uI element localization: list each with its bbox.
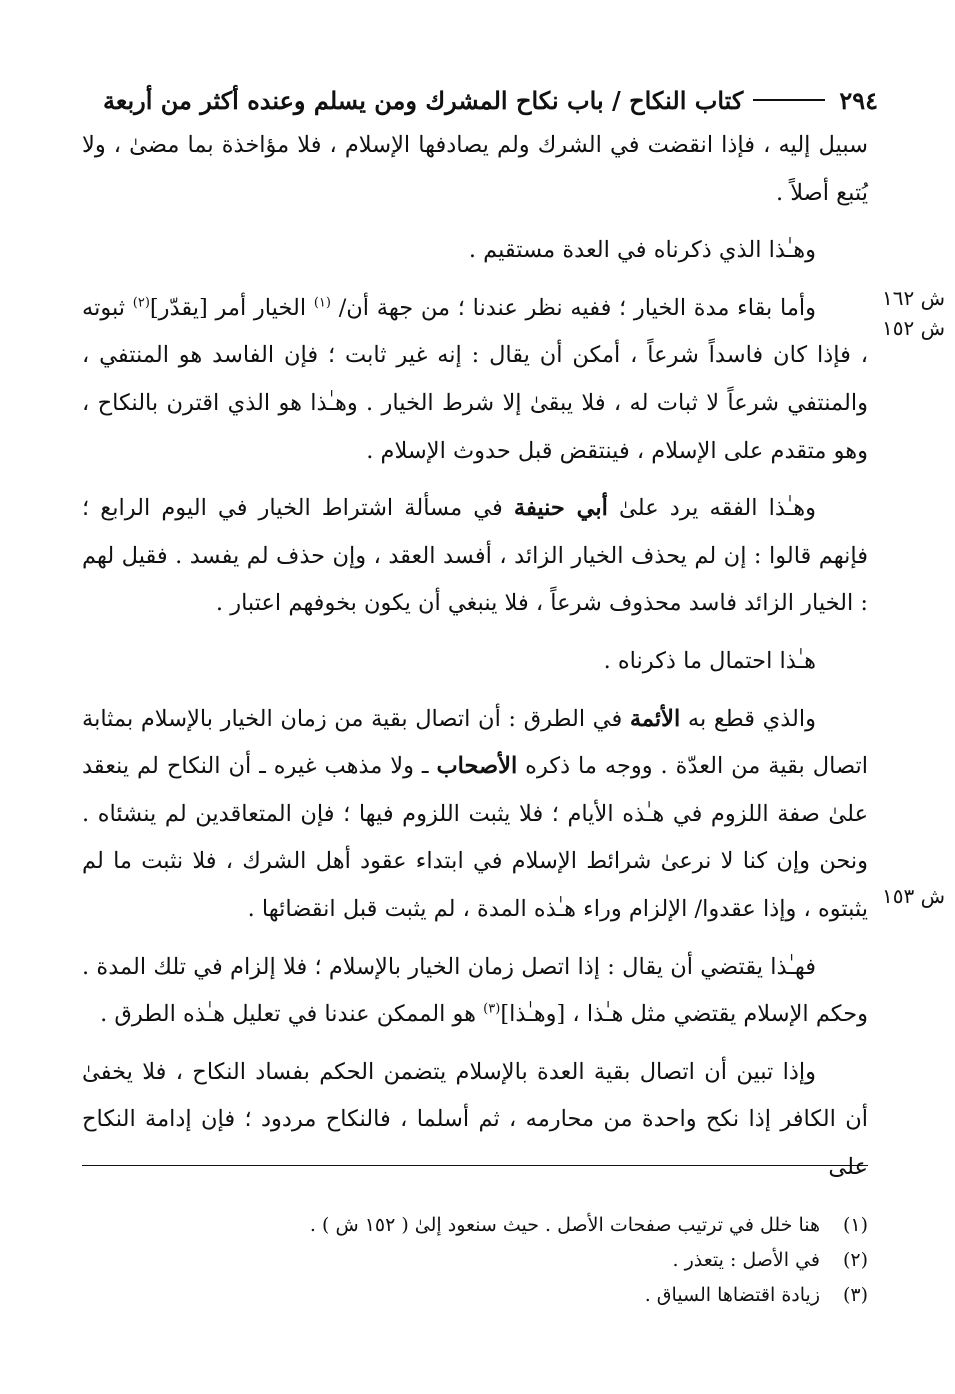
paragraph-6-part-2: في الطرق : أن اتصال بقية من زمان الخيار بالإسلام بمثابة اتصال بقية من العدّة . ووجه ما ذكره (82, 705, 868, 780)
margin-note-162: ش ١٦٢ (881, 286, 945, 310)
paragraph-6-part-3: ـ ولا مذهب غيره ـ أن النكاح لم ينعقد علىٰ صفة اللزوم في هـٰذه الأيام ؛ فلا يثبت اللزوم فيها ؛ فإن المتعاقدين لم ينشئاه . ونحن وإن كنا لا نرعىٰ شرائط الإسلام في ابتداء عقود أهل الشرك ، فلا نثبت ما لم يثبتوه ، وإذا عقدوا/ الإلزام وراء هـٰذه المدة ، لم يثبت قبل انقضائها . (82, 753, 868, 922)
page-header (88, 80, 878, 120)
paragraph-3-part-2: الخيار أمر [يقدّر] (149, 294, 307, 321)
footnote-number: (٣) (842, 1284, 868, 1306)
footnote-number: (١) (842, 1214, 868, 1236)
margin-note-152: ش ١٥٢ (881, 316, 945, 340)
paragraph-8: وإذا تبين أن اتصال بقية العدة بالإسلام يتضمن الحكم بفساد النكاح ، فلا يخفىٰ أن الكافر إذا نكح واحدة من محارمه ، ثم أسلما ، فالنكاح مردود ؛ فإن إدامة النكاح على (82, 1058, 868, 1180)
paragraph-3 (82, 285, 868, 475)
footnote-item (82, 1243, 868, 1278)
running-title: كتاب النكاح / باب نكاح المشرك ومن يسلم وعنده أكثر من أربعة (103, 85, 744, 115)
paragraph-4-part-1: وهـٰذا الفقه يرد علىٰ (619, 495, 816, 522)
footnote-divider (82, 1165, 868, 1166)
paragraph-4-part-2: في مسألة اشتراط الخيار في اليوم الرابع ؛ فإنهم قالوا : إن لم يحذف الخيار الزائد ، أفسد العقد ، وإن حذف لم يفسد . فقيل لهم : الخيار الزائد فاسد محذوف شرعاً ، فلا ينبغي أن يكون بخوفهم اعتبار . (82, 495, 868, 617)
paragraph-7-part-2: هو الممكن عندنا في تعليل هـٰذه الطرق . (100, 1001, 477, 1028)
body-text (82, 122, 868, 1191)
name-abu-hanifa: أبي حنيفة (513, 495, 608, 522)
paragraph-2: وهـٰذا الذي ذكرناه في العدة مستقيم . (468, 237, 816, 264)
paragraph-5: هـٰذا احتمال ما ذكرناه . (603, 647, 816, 674)
paragraph-6 (82, 696, 868, 934)
paragraph-4 (82, 485, 868, 628)
footnote-ref-1: (١) (313, 295, 331, 311)
footnote-text: في الأصل : يتعذر . (672, 1249, 820, 1271)
term-ashab: الأصحاب (436, 753, 518, 780)
footnote-ref-3: (٣) (483, 1001, 501, 1017)
paragraph-6-part-1: والذي قطع به (687, 705, 817, 732)
paragraph-1: سبيل إليه ، فإذا انقضت في الشرك ولم يصادفها الإسلام ، فلا مؤاخذة بما مضىٰ ، ولا يُتبع أصلاً . (82, 132, 868, 206)
footnote-text: زيادة اقتضاها السياق . (644, 1284, 820, 1306)
paragraph-7-part-1: فهـٰذا يقتضي أن يقال : إذا اتصل زمان الخيار بالإسلام ؛ فلا إلزام في تلك المدة . وحكم الإسلام يقتضي مثل هـٰذا ، [وهـٰذا] (82, 953, 868, 1028)
term-aimma: الأئمة (629, 705, 681, 732)
page-number: ٢٩٤ (839, 85, 878, 115)
footnote-item (82, 1278, 868, 1313)
footnote-item (82, 1208, 868, 1243)
paragraph-7 (82, 944, 868, 1039)
margin-note-153: ش ١٥٣ (881, 884, 945, 908)
paragraph-3-part-3: ثبوته ، فإذا كان فاسداً شرعاً ، أمكن أن يقال : إنه غير ثابت ؛ فإن الفاسد هو المنتفي ، والمنتفي شرعاً لا ثبات له ، فلا يبقىٰ إلا شرط الخيار . وهـٰذا هو الذي اقترن بالنكاح ، وهو متقدم على الإسلام ، فينتقض قبل حدوث الإسلام . (82, 294, 868, 464)
footnotes (82, 1208, 868, 1313)
footnote-text: هنا خلل في ترتيب صفحات الأصل . حيث سنعود إلىٰ ( ١٥٢ ش ) . (309, 1214, 820, 1236)
header-dash (753, 99, 825, 101)
paragraph-3-part-1: وأما بقاء مدة الخيار ؛ ففيه نظر عندنا ؛ من جهة أن/ (338, 294, 816, 321)
footnote-number: (٢) (842, 1249, 868, 1271)
footnote-ref-2: (٢) (132, 295, 150, 311)
